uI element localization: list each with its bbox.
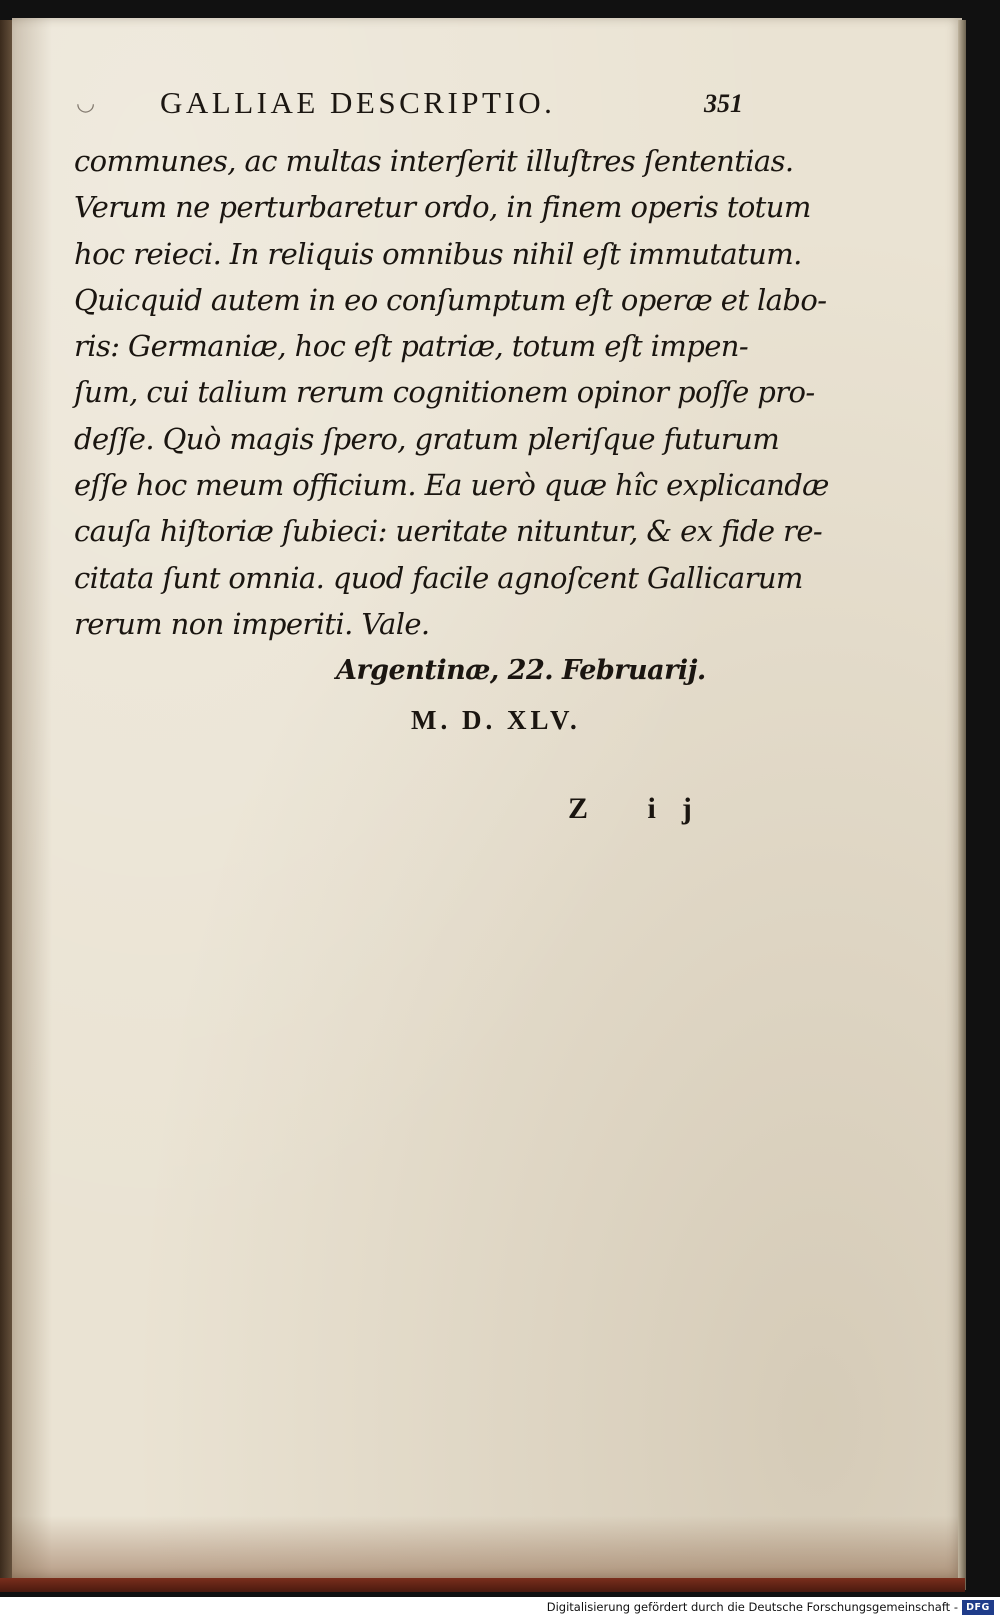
dateline: Argentinæ, 22. Februarij.: [336, 655, 706, 686]
printer-signature-mark: Z ij: [568, 792, 718, 825]
running-title: GALLIAE DESCRIPTIO.: [160, 85, 556, 120]
text-line: rerum non imperiti. Vale.: [74, 606, 430, 641]
header-ornament-icon: ◡: [76, 91, 96, 116]
text-line: Quicquid autem in eo conſumptum eſt operæ et labo-: [74, 282, 827, 317]
year-roman-numeral: M. D. XLV.: [411, 705, 581, 735]
text-line: eſſe hoc meum officium. Ea uerò quæ hîc explicandæ: [74, 468, 829, 503]
text-line: hoc reieci. In reliquis omnibus nihil eſt immutatum.: [74, 236, 802, 271]
text-line: citata ſunt omnia. quod facile agnoſcent Gallicarum: [74, 560, 803, 595]
main-text-block: [74, 138, 829, 647]
text-line: ris: Germaniæ, hoc eſt patriæ, totum eſt impen-: [74, 329, 749, 364]
book-bottom-edge: [0, 1578, 965, 1592]
text-line: cauſa hiſtoriæ ſubieci: ueritate nituntur, & ex fide re-: [74, 514, 823, 549]
page-header: [72, 85, 743, 125]
page-fore-edge: [958, 20, 966, 1590]
text-line: ſum, cui talium rerum cognitionem opinor poſſe pro-: [74, 375, 815, 410]
digitization-footer: [0, 1597, 1000, 1619]
text-line: communes, ac multas interſerit illuſtres ſententias.: [74, 144, 794, 178]
page-number: 351: [704, 89, 743, 118]
text-line: deſſe. Quò magis ſpero, gratum pleriſque futurum: [74, 421, 780, 456]
dfg-logo-icon: DFG: [962, 1600, 994, 1615]
funding-credit: Digitalisierung gefördert durch die Deutsche Forschungsgemeinschaft -: [546, 1600, 958, 1614]
text-line: Verum ne perturbaretur ordo, in finem operis totum: [74, 190, 811, 225]
